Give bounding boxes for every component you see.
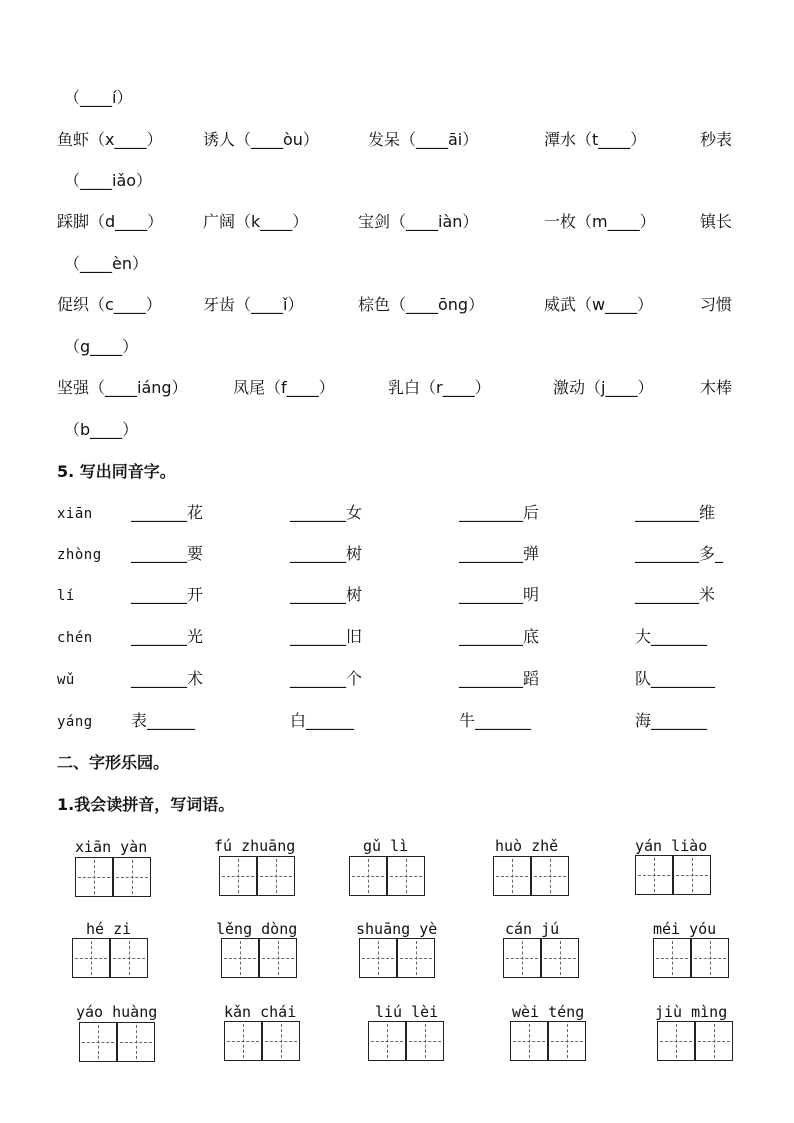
pinyin-word: wèi téng (512, 1003, 585, 1021)
pinyin-word: yáo huàng (76, 1003, 158, 1021)
section-heading: 二、字形乐园。 (57, 753, 170, 772)
fill-item: 激动（j____） (553, 378, 654, 397)
homophone-cell: _______树 (290, 585, 363, 604)
fill-item: 秒表 (700, 130, 733, 149)
pinyin-label: yáng (57, 714, 93, 730)
writing-box[interactable] (368, 1021, 406, 1061)
fill-item: （b____） (64, 420, 139, 439)
writing-box[interactable] (387, 856, 425, 896)
writing-box[interactable] (695, 1021, 733, 1061)
fill-item: 牙齿（____ǐ） (203, 295, 304, 314)
fill-item: （g____） (64, 337, 139, 356)
fill-item: 宝剑（____iàn） (358, 212, 479, 231)
writing-box[interactable] (113, 857, 151, 897)
homophone-cell: _______光 (131, 627, 204, 646)
writing-box[interactable] (673, 855, 711, 895)
pinyin-word: hé zi (86, 920, 132, 938)
homophone-cell: _______树 (290, 544, 363, 563)
fill-item: （____èn） (64, 254, 148, 273)
fill-item: 习惯 (700, 295, 733, 314)
homophone-cell: 表______ (131, 711, 196, 730)
writing-box[interactable] (691, 938, 729, 978)
pinyin-label: wǔ (57, 672, 75, 688)
pinyin-label: zhòng (57, 547, 102, 563)
homophone-cell: _______要 (131, 544, 204, 563)
pinyin-word: huò zhě (495, 837, 559, 855)
writing-box[interactable] (349, 856, 387, 896)
fill-item: 鱼虾（x____） (57, 130, 163, 149)
fill-item: 乳白（r____） (388, 378, 491, 397)
pinyin-word: cán jú (505, 920, 560, 938)
writing-box[interactable] (397, 938, 435, 978)
pinyin-word: jiù mìng (655, 1003, 728, 1021)
homophone-cell: ________明 (459, 585, 540, 604)
homophone-cell: 白______ (290, 711, 355, 730)
section-heading: 5. 写出同音字。 (57, 462, 176, 481)
fill-item: 广阔（k____） (203, 212, 309, 231)
pinyin-word: lěng dòng (216, 920, 298, 938)
fill-item: （____í） (64, 88, 133, 107)
writing-box[interactable] (657, 1021, 695, 1061)
writing-box[interactable] (262, 1021, 300, 1061)
fill-item: 棕色（____ōng） (358, 295, 485, 314)
pinyin-label: chén (57, 630, 93, 646)
pinyin-word: kǎn chái (224, 1003, 297, 1021)
fill-item: （____iǎo） (64, 171, 153, 190)
writing-box[interactable] (635, 855, 673, 895)
homophone-cell: ________后 (459, 503, 540, 522)
homophone-cell: ________米 (635, 585, 716, 604)
writing-box[interactable] (79, 1022, 117, 1062)
pinyin-word: yán liào (635, 837, 708, 855)
homophone-cell: ________弹 (459, 544, 540, 563)
writing-box[interactable] (541, 938, 579, 978)
fill-item: 踩脚（d____） (57, 212, 164, 231)
homophone-cell: _______花 (131, 503, 204, 522)
homophone-cell: 队________ (635, 669, 716, 688)
writing-box[interactable] (510, 1021, 548, 1061)
fill-item: 凤尾（f____） (233, 378, 335, 397)
homophone-cell: 大_______ (635, 627, 708, 646)
pinyin-word: liú lèi (375, 1003, 439, 1021)
writing-box[interactable] (75, 857, 113, 897)
homophone-cell: _______个 (290, 669, 363, 688)
fill-item: 潭水（t____） (544, 130, 647, 149)
writing-box[interactable] (259, 938, 297, 978)
fill-item: 一枚（m____） (544, 212, 656, 231)
fill-item: 威武（w____） (544, 295, 654, 314)
homophone-cell: ________多_ (635, 544, 724, 563)
writing-box[interactable] (110, 938, 148, 978)
homophone-cell: ________蹈 (459, 669, 540, 688)
fill-item: 木棒 (700, 378, 733, 397)
fill-item: 促织（c____） (57, 295, 162, 314)
writing-box[interactable] (406, 1021, 444, 1061)
writing-box[interactable] (224, 1021, 262, 1061)
writing-box[interactable] (117, 1022, 155, 1062)
homophone-cell: 海_______ (635, 711, 708, 730)
writing-box[interactable] (493, 856, 531, 896)
writing-box[interactable] (359, 938, 397, 978)
pinyin-label: xiān (57, 506, 93, 522)
pinyin-word: gǔ lì (363, 837, 409, 855)
homophone-cell: ________底 (459, 627, 540, 646)
fill-item: 坚强（____iáng） (57, 378, 188, 397)
homophone-cell: _______旧 (290, 627, 363, 646)
fill-item: 发呆（____āi） (368, 130, 479, 149)
fill-item: 镇长 (700, 212, 733, 231)
writing-box[interactable] (548, 1021, 586, 1061)
writing-box[interactable] (653, 938, 691, 978)
writing-box[interactable] (531, 856, 569, 896)
homophone-cell: _______术 (131, 669, 204, 688)
pinyin-word: méi yóu (653, 920, 717, 938)
writing-box[interactable] (221, 938, 259, 978)
writing-box[interactable] (257, 856, 295, 896)
pinyin-word: xiān yàn (75, 838, 148, 856)
fill-item: 诱人（____òu） (203, 130, 319, 149)
writing-box[interactable] (503, 938, 541, 978)
writing-box[interactable] (72, 938, 110, 978)
sub-heading: 1.我会读拼音，写词语。 (57, 795, 235, 814)
pinyin-word: shuāng yè (356, 920, 438, 938)
homophone-cell: 牛_______ (459, 711, 532, 730)
writing-box[interactable] (219, 856, 257, 896)
homophone-cell: _______开 (131, 585, 204, 604)
homophone-cell: _______女 (290, 503, 363, 522)
pinyin-word: fú zhuāng (214, 837, 296, 855)
pinyin-label: lí (57, 588, 75, 604)
homophone-cell: ________维 (635, 503, 716, 522)
